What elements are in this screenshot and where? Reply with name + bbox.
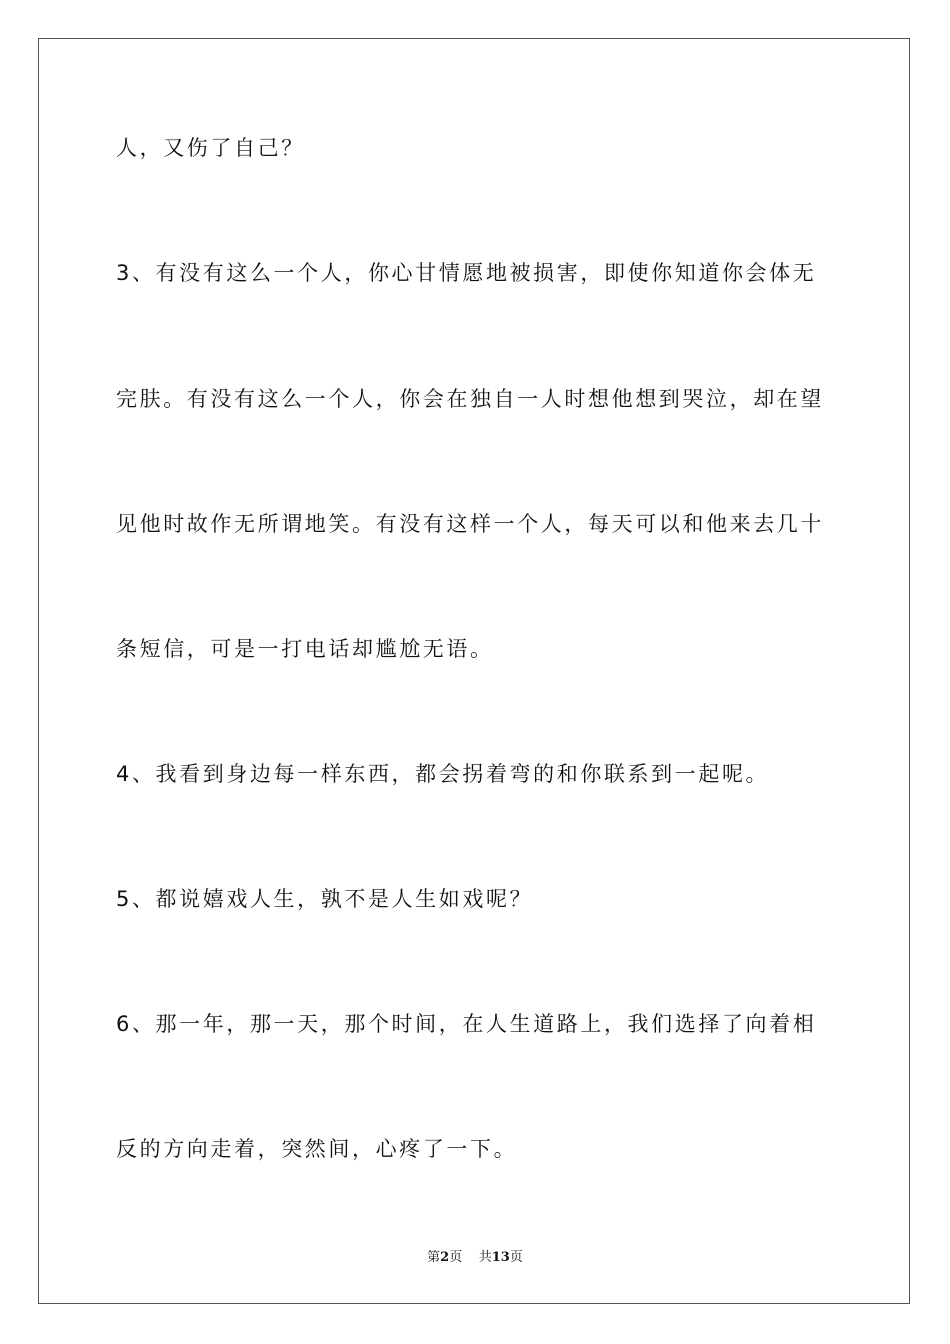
text-line-3: 完肤。有没有这么一个人，你会在独自一人时想他想到哭泣，却在望 xyxy=(116,387,824,411)
text-line-2: 3、有没有这么一个人，你心甘情愿地被损害，即使你知道你会体无 xyxy=(116,261,817,285)
text-line-7: 5、都说嬉戏人生，孰不是人生如戏呢？ xyxy=(116,887,534,911)
footer-total-prefix: 共 xyxy=(478,1250,492,1265)
page-border xyxy=(38,38,910,1304)
text-line-6: 4、我看到身边每一样东西，都会拐着弯的和你联系到一起呢。 xyxy=(116,762,770,786)
footer-total-suffix: 页 xyxy=(509,1250,523,1265)
text-line-9: 反的方向走着，突然间，心疼了一下。 xyxy=(116,1137,518,1161)
text-line-1: 人，又伤了自己？ xyxy=(116,136,305,160)
page-footer xyxy=(0,1246,950,1265)
text-line-8: 6、那一年，那一天，那个时间，在人生道路上，我们选择了向着相 xyxy=(116,1012,817,1036)
footer-total-pages: 13 xyxy=(491,1250,510,1265)
text-line-4: 见他时故作无所谓地笑。有没有这样一个人，每天可以和他来去几十 xyxy=(116,512,824,536)
footer-page-prefix: 第 xyxy=(427,1250,441,1265)
footer-page-suffix: 页 xyxy=(449,1250,463,1265)
text-line-5: 条短信，可是一打电话却尴尬无语。 xyxy=(116,637,494,661)
footer-page-number: 2 xyxy=(440,1250,450,1265)
